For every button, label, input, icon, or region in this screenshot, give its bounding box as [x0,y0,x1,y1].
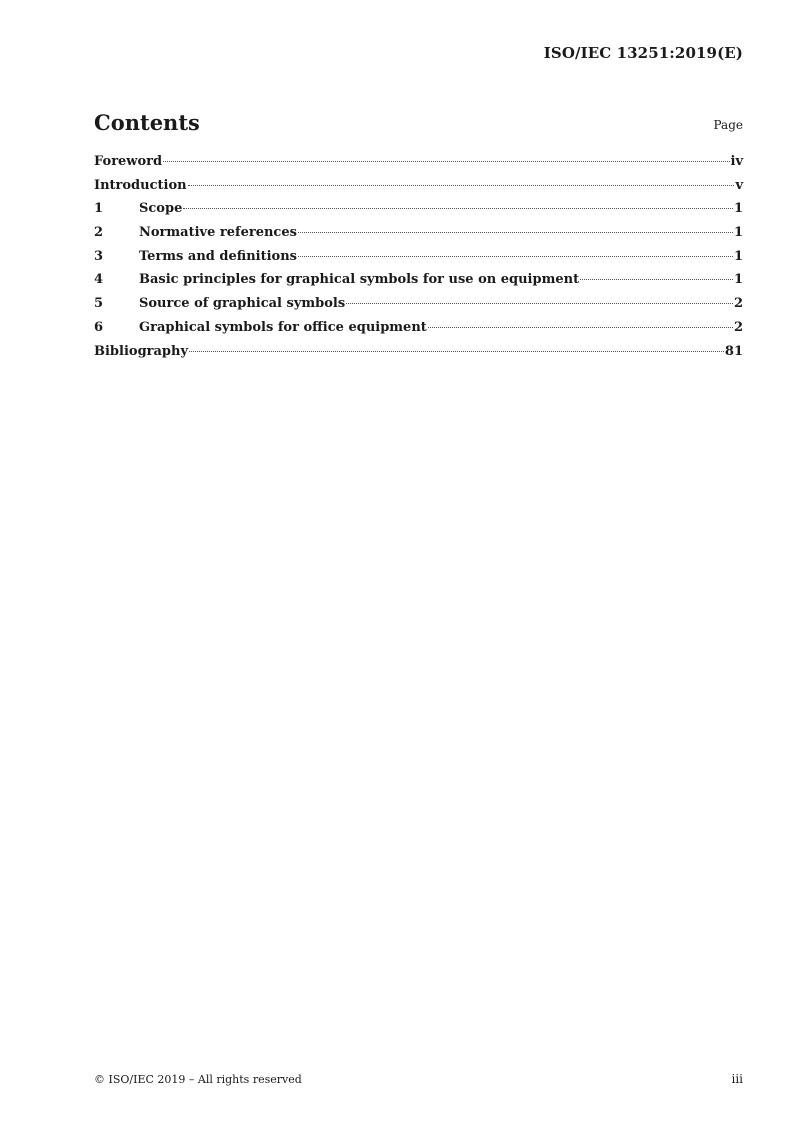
toc-entry-number: 5 [94,296,104,312]
toc-entry-page: 1 [733,201,743,217]
footer-page-number: iii [731,1072,743,1086]
toc-entry-label: Introduction [94,177,187,193]
toc-entry-foreword[interactable] [94,154,743,178]
toc-leader-dots [428,327,733,328]
toc-entry-page: 81 [724,343,743,359]
toc-leader-dots [580,279,733,280]
page-title: Contents [94,110,200,135]
footer-copyright: © ISO/IEC 2019 – All rights reserved [94,1073,302,1086]
toc-leader-dots [298,232,733,233]
toc-entry-page: v [735,177,743,193]
toc-entry-graphical-symbols-office[interactable] [94,320,743,344]
toc-entry-introduction[interactable] [94,178,743,202]
toc-entry-number: 4 [94,272,104,288]
toc-entry-source-of-graphical-symbols[interactable] [94,296,743,320]
toc-entry-page: 1 [733,225,743,241]
toc-header [94,110,743,140]
toc-entry-label: Terms and definitions [139,248,297,264]
toc-entry-scope[interactable] [94,201,743,225]
toc-entry-number: 3 [94,248,104,264]
toc-entry-page: iv [730,154,743,169]
page-column-label: Page [713,118,743,132]
toc-leader-dots [298,256,733,257]
toc-leader-dots [183,208,733,209]
toc-entry-label: Normative references [139,225,297,241]
toc-leader-dots [163,161,729,162]
toc-entry-label: Source of graphical symbols [139,296,346,312]
toc-entry-normative-references[interactable] [94,225,743,249]
toc-entry-number: 2 [94,225,104,241]
toc-entry-bibliography[interactable] [94,344,743,368]
toc-entry-label: Scope [139,201,183,217]
toc-entry-terms-and-definitions[interactable] [94,249,743,273]
toc-entry-basic-principles[interactable] [94,272,743,296]
toc-entry-page: 2 [733,296,743,312]
toc-entry-label: Foreword [94,154,163,169]
toc-entry-page: 1 [733,248,743,264]
document-identifier: ISO/IEC 13251:2019(E) [543,44,743,62]
toc-entry-page: 1 [733,272,743,288]
toc-entry-page: 2 [733,319,743,335]
toc-leader-dots [188,185,735,186]
toc-entry-label: Bibliography [94,343,189,359]
toc-leader-dots [189,351,724,352]
toc-entry-number: 6 [94,319,104,335]
toc-entry-label: Graphical symbols for office equipment [139,319,427,335]
toc-entry-label: Basic principles for graphical symbols for use on equipment [139,272,580,288]
toc-entry-number: 1 [94,201,104,217]
table-of-contents [94,154,743,367]
toc-leader-dots [346,303,733,304]
